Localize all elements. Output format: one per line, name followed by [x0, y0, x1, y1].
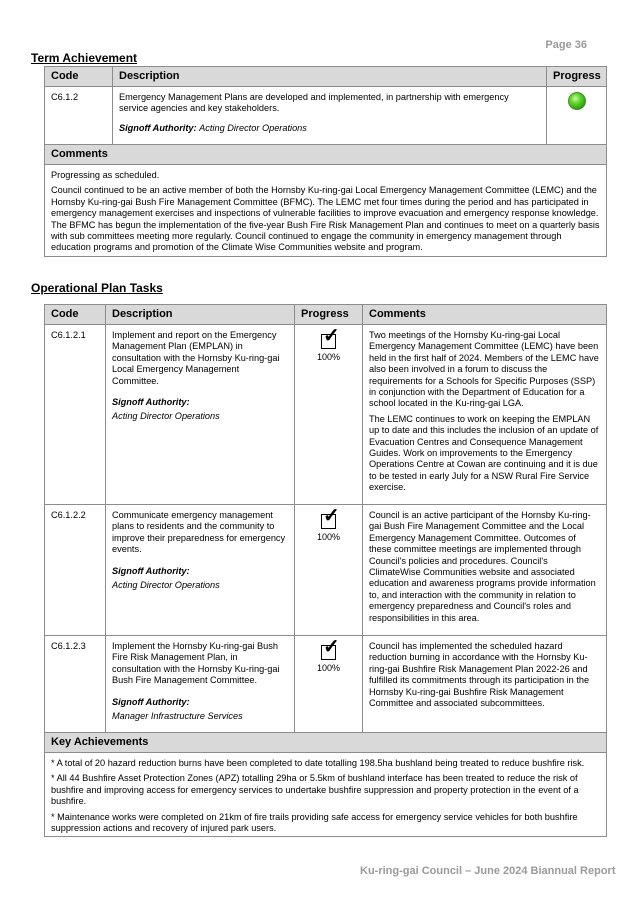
term-description-cell [113, 87, 547, 145]
ops-row-3-progress-cell [295, 636, 363, 733]
ops-row-1-comments-cell [363, 325, 607, 505]
ops-row-3-description: Implement the Hornsby Ku-ring-gai Bush Fire Risk Management Plan, in consultation with the Hornsby Ku-ring-gai Bush Fire Management Committee. [112, 641, 280, 686]
ops-row-3-progress: 100% [316, 663, 341, 673]
ops-row-3-comment-1: Council has implemented the scheduled hazard reduction burning in accordance with the Hornsby Ku-ring-gai Bushfire Risk Management Plan 2022-26 and fulfilled its commitments through its participation in the Hornsby Ku-ring-gai Bushfire Risk Management Committee and associated subcommittees. [369, 641, 590, 709]
ops-row-2-progress: 100% [316, 532, 341, 542]
green-status-icon [568, 92, 586, 110]
term-code: C6.1.2 [45, 87, 113, 145]
ops-header-description: Description [106, 305, 295, 325]
key-achievements-cell [45, 753, 607, 837]
operational-plan-title: Operational Plan Tasks [31, 281, 163, 295]
ops-row-1-description-cell [106, 325, 295, 505]
term-achievement-title: Term Achievement [31, 51, 138, 65]
term-progress-cell [547, 87, 607, 145]
term-header-row [45, 67, 607, 87]
ops-row-1-signoff-value: Acting Director Operations [112, 411, 220, 422]
ops-row-3-signoff-label: Signoff Authority: [112, 697, 190, 707]
ops-row-1 [45, 325, 607, 505]
term-row [45, 87, 607, 145]
term-description: Emergency Management Plans are developed and implemented, in partnership with emergency service agencies and key stakeholders. [119, 92, 509, 114]
term-header-code: Code [45, 67, 113, 87]
ops-header-comments: Comments [363, 305, 607, 325]
ops-row-1-comment-1: Two meetings of the Hornsby Ku-ring-gai Local Emergency Management Committee (LEMC) have been held in the first half of 2024. Members of the LEMC have also been involved in a forum to discuss the requirements for a Schools for Specific Purposes (SSP) in conjunction with the Department of Education for a school located in the Ku-ring-gai LGA. [369, 330, 599, 409]
ops-header-progress: Progress [295, 305, 363, 325]
ops-row-1-code: C6.1.2.1 [45, 325, 106, 505]
report-footer: Ku-ring-gai Council – June 2024 Biannual Report [360, 865, 616, 877]
term-comment-1: Progressing as scheduled. [51, 170, 160, 180]
key-achievements-header: Key Achievements [45, 733, 607, 753]
ops-header-row [45, 305, 607, 325]
term-signoff-value: Acting Director Operations [199, 123, 307, 133]
ops-row-1-progress-cell [295, 325, 363, 505]
ops-row-3-signoff-value: Manager Infrastructure Services [112, 711, 243, 722]
ops-row-1-description: Implement and report on the Emergency Management Plan (EMPLAN) in consultation with the Hornsby Ku-ring-gai Local Emergency Management Committee. [112, 330, 280, 386]
term-header-description: Description [113, 67, 547, 87]
ops-row-3 [45, 636, 607, 733]
ops-row-2-signoff-label: Signoff Authority: [112, 566, 190, 576]
operational-plan-table [44, 304, 607, 837]
ops-row-2-progress-cell [295, 505, 363, 636]
key-achievement-3: * Maintenance works were completed on 21km of fire trails providing safe access for emergency service vehicles for both bushfire suppression actions and recovery of injured park users. [51, 811, 578, 834]
key-achievement-1: * A total of 20 hazard reduction burns have been completed to date totalling 198.5ha bushland being treated to reduce bushfire risk. [51, 758, 585, 768]
term-header-progress: Progress [547, 67, 607, 87]
checkbox-checked-icon: ✓ [323, 325, 340, 347]
ops-row-1-comment-2: The LEMC continues to work on keeping the EMPLAN up to date and this includes the inclusion of an update of Evacuation Centres and Consequence Management Guides. Work on improvements to the Emergency Operations Centre at Cowan are continuing and it is due to be tested in early July for a NSW Rural Fire Service exercise. [369, 413, 599, 493]
ops-row-2-comment-1: Council is an active participant of the Hornsby Ku-ring-gai Bush Fire Management Committee and the Local Emergency Management Committee. Outcomes of these committee meetings are implemented through Council's policies and procedures. Council's ClimateWise Communities website and associated education and awareness programs provide information to, and interaction with the community in relation to emergency preparedness and Council's roles and responsibilities in this area. [369, 510, 596, 623]
ops-row-2 [45, 505, 607, 636]
term-comments-cell [45, 165, 607, 257]
ops-row-1-progress: 100% [316, 352, 341, 362]
ops-row-2-signoff-value: Acting Director Operations [112, 580, 220, 591]
ops-row-3-code: C6.1.2.3 [45, 636, 106, 733]
key-achievement-2: * All 44 Bushfire Asset Protection Zones (APZ) totalling 29ha or 5.5km of bushland interface has been treated to reduce the risk of bushfire and improving access for emergency services to undertake bushfire suppression and property protection in the event of a bushfire. [51, 773, 579, 807]
page-number: Page 36 [545, 39, 587, 51]
term-achievement-table [44, 66, 607, 257]
ops-header-code: Code [45, 305, 106, 325]
ops-row-1-signoff-label: Signoff Authority: [112, 397, 190, 407]
term-signoff-label: Signoff Authority: [119, 123, 197, 133]
ops-row-2-description: Communicate emergency management plans to residents and the community to improve their preparedness for emergency events. [112, 510, 286, 555]
ops-row-2-description-cell [106, 505, 295, 636]
term-comment-2: Council continued to be an active member of both the Hornsby Ku-ring-gai Local Emergency Management Committee (LEMC) and the Hornsby Ku-ring-gai Bush Fire Management Committee (BFMC). The LEMC met four times during the period and has participated in emergency management exercises and inspections of vulnerable facilities to improve evacuation and emergency response knowledge. The BFMC has begun the implementation of the five-year Bush Fire Risk Management Plan and continues to meet on a quarterly basis with sub committees meeting more regularly. Council continued to engage the community in emergency management through education programs and promotion of the Climate Wise Communities website and program. [51, 185, 600, 253]
ops-row-2-code: C6.1.2.2 [45, 505, 106, 636]
ops-row-3-comments-cell [363, 636, 607, 733]
checkbox-checked-icon: ✓ [323, 505, 340, 527]
ops-row-2-comments-cell [363, 505, 607, 636]
checkbox-checked-icon: ✓ [323, 636, 340, 658]
term-comments-header: Comments [45, 145, 607, 165]
ops-row-3-description-cell [106, 636, 295, 733]
